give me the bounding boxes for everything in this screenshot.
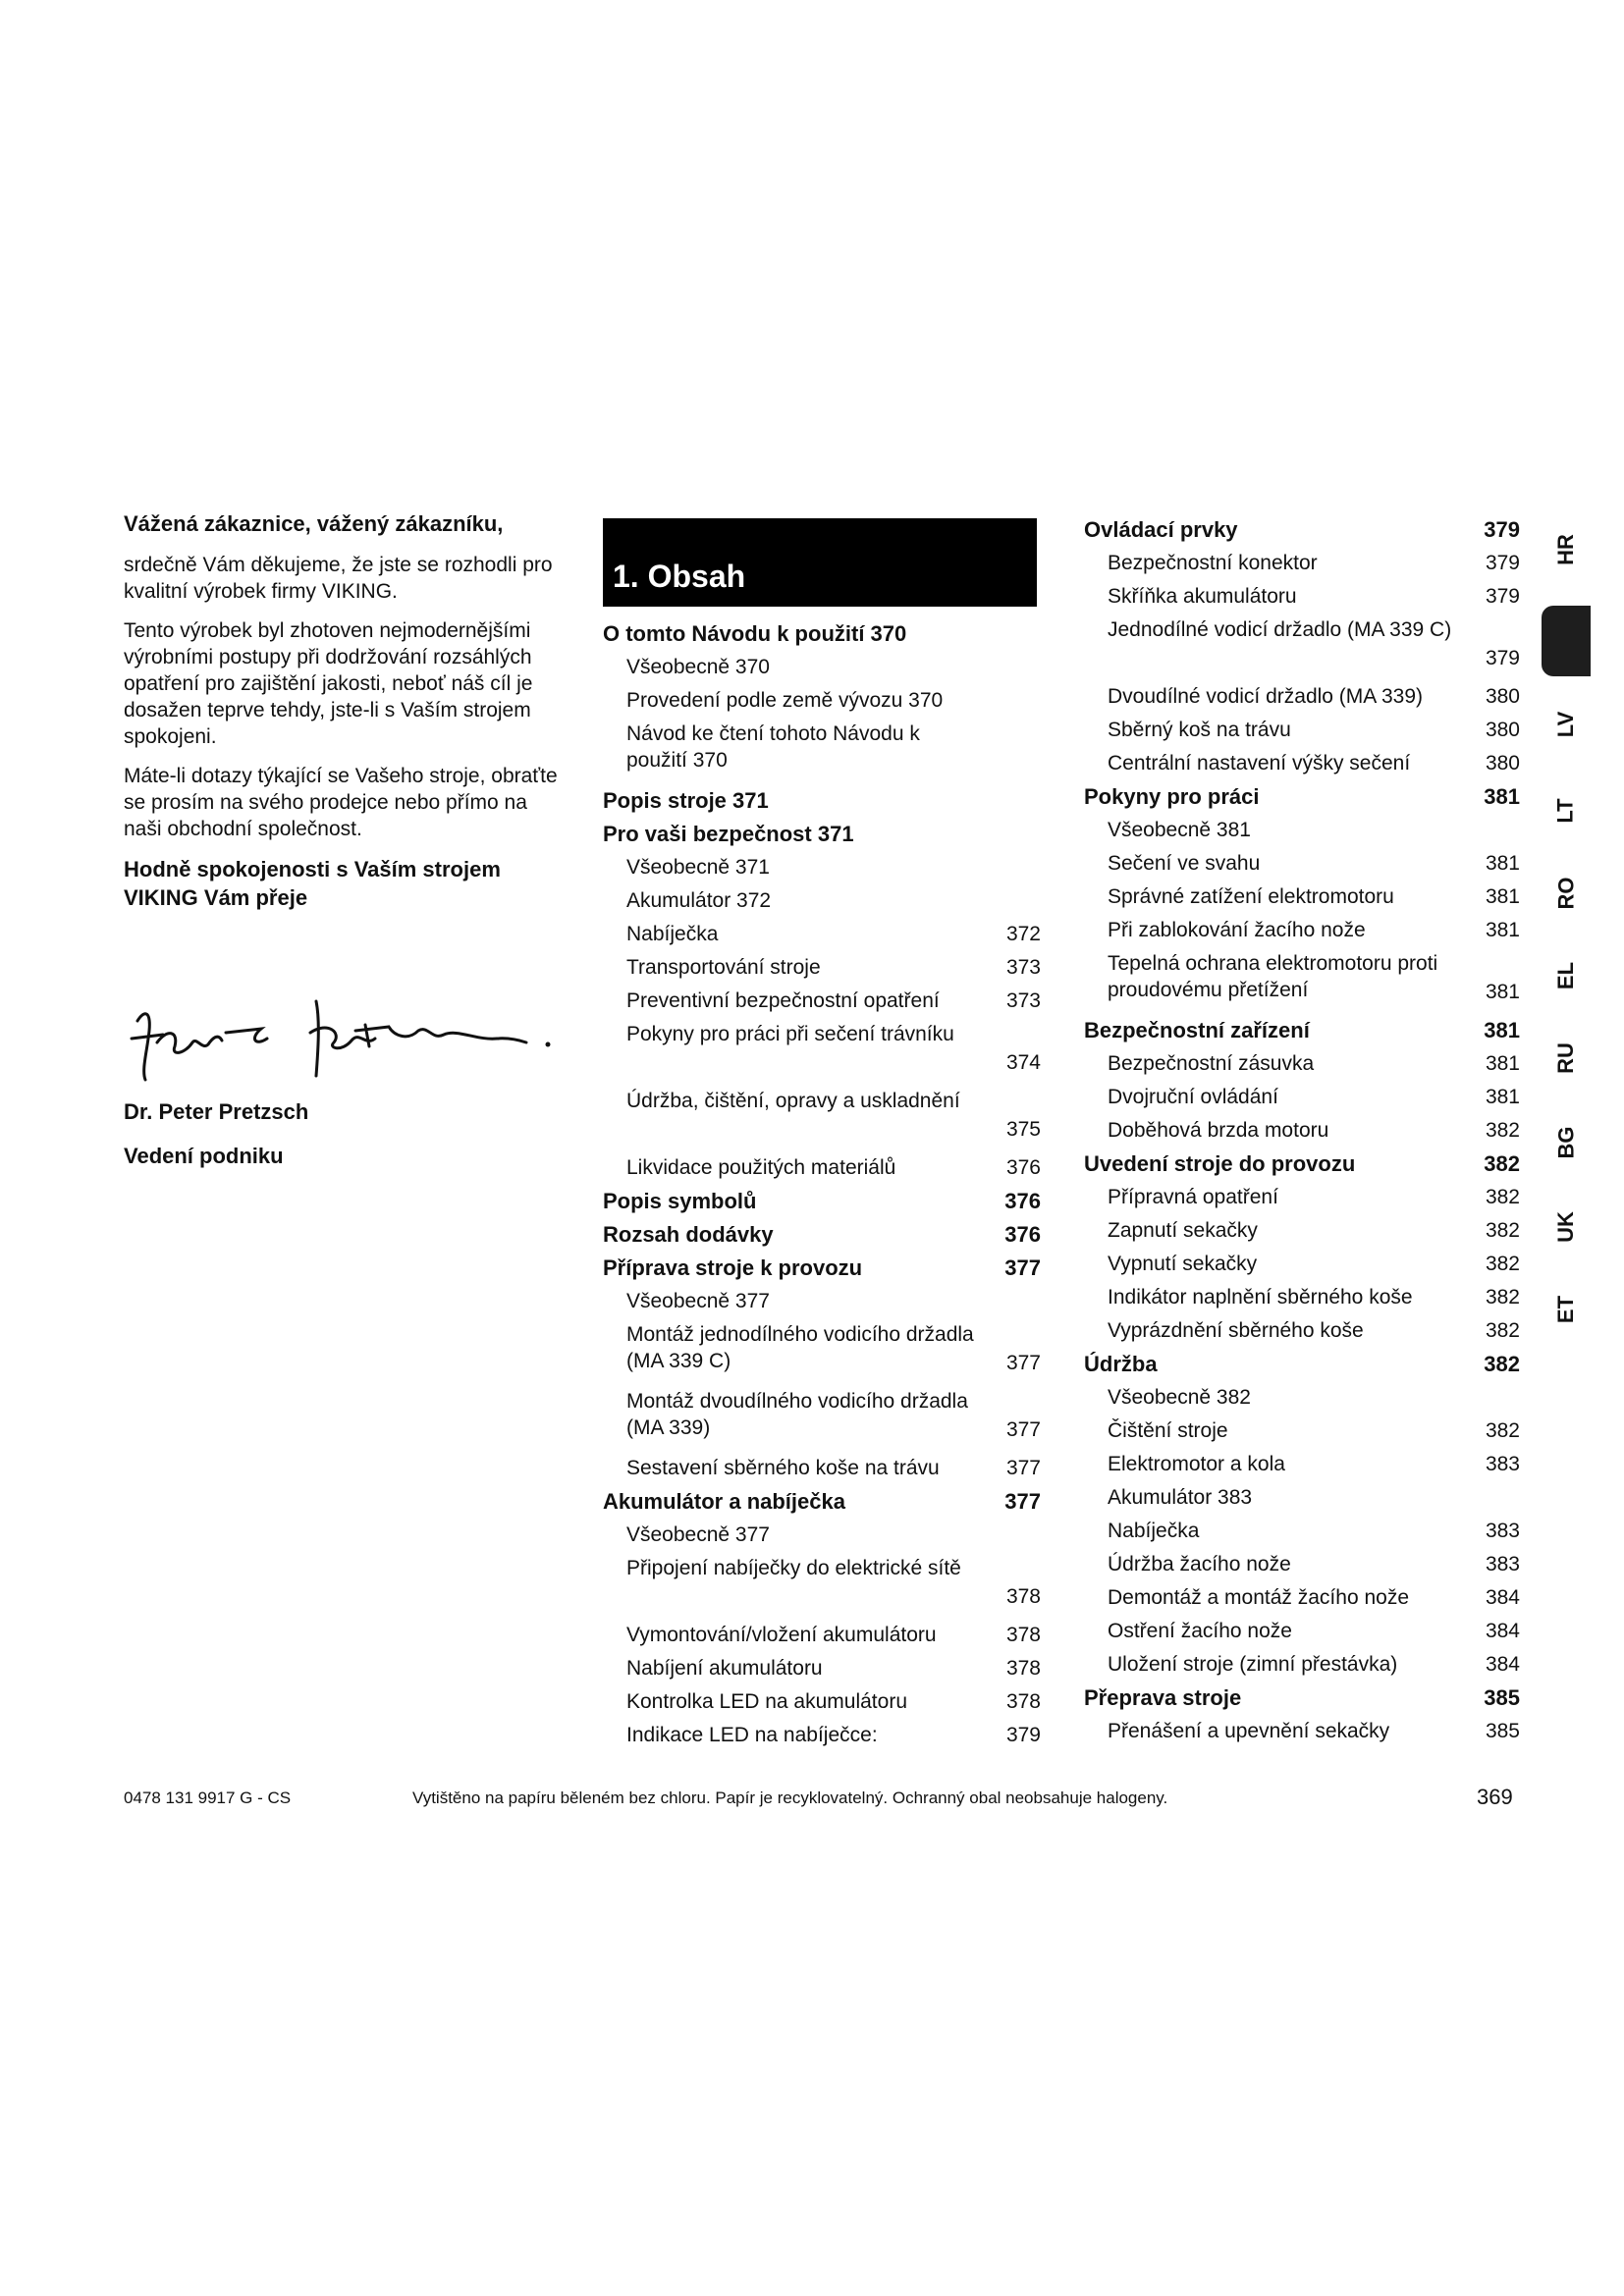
toc-entry-title: Elektromotor a kola bbox=[1108, 1453, 1285, 1475]
print-note: Vytištěno na papíru běleném bez chloru. Papír je recyklovatelný. Ochranný obal neobsahuje halogeny. bbox=[412, 1789, 1168, 1807]
toc-entry bbox=[1084, 883, 1520, 911]
toc-entry bbox=[1084, 950, 1520, 1005]
toc-entry-title: Přeprava stroje bbox=[1084, 1685, 1242, 1710]
language-tab-lv[interactable] bbox=[1542, 705, 1591, 744]
page-number: 369 bbox=[1477, 1785, 1513, 1809]
toc-entry-title: Sestavení sběrného koše na trávu bbox=[626, 1457, 940, 1479]
toc-entry-page: 382 bbox=[1485, 1419, 1520, 1442]
toc-entry-page: 380 bbox=[1485, 719, 1520, 741]
toc-entry bbox=[603, 620, 1041, 648]
letter-paragraph-1: srdečně Vám děkujeme, že jste se rozhodli pro kvalitní výrobek firmy VIKING. bbox=[124, 554, 553, 603]
toc-title-box bbox=[603, 518, 1037, 607]
toc-entry bbox=[1084, 1317, 1520, 1345]
toc-entry-title: O tomto Návodu k použití 370 bbox=[603, 621, 907, 646]
toc-entry-page: 373 bbox=[1005, 956, 1041, 979]
toc-entry-page: 382 bbox=[1485, 1286, 1520, 1308]
toc-entry-page: 384 bbox=[1485, 1620, 1520, 1642]
toc-entry-page: 383 bbox=[1485, 1520, 1520, 1542]
toc-entry bbox=[603, 1488, 1041, 1516]
toc-entry-title: Vyprázdnění sběrného koše bbox=[1108, 1319, 1364, 1342]
toc-entry-title: Přenášení a upevnění sekačky bbox=[1108, 1720, 1390, 1742]
toc-entry-title: Jednodílné vodicí držadlo (MA 339 C) bbox=[1108, 618, 1452, 641]
toc-entry-page: 382 bbox=[1485, 1253, 1520, 1275]
toc-entry bbox=[1084, 750, 1520, 777]
toc-entry bbox=[603, 821, 1041, 848]
toc-entry bbox=[603, 1622, 1041, 1649]
toc-entry bbox=[1084, 516, 1520, 544]
toc-entry-title: Popis symbolů bbox=[603, 1189, 757, 1213]
toc-entry-page: 380 bbox=[1485, 752, 1520, 774]
toc-entry bbox=[1084, 1618, 1520, 1645]
toc-entry bbox=[603, 1388, 1041, 1443]
toc-entry-title: Preventivní bezpečnostní opatření bbox=[626, 989, 940, 1012]
signature-title: Vedení podniku bbox=[124, 1144, 284, 1168]
language-tab-label: ET bbox=[1553, 1295, 1578, 1324]
toc-entry-title: Zapnutí sekačky bbox=[1108, 1219, 1258, 1242]
toc-entry-page: 377 bbox=[1004, 1255, 1041, 1280]
language-tab-hr[interactable] bbox=[1542, 530, 1591, 569]
toc-entry bbox=[603, 1455, 1041, 1482]
language-tab-label: UK bbox=[1553, 1211, 1578, 1243]
toc-entry-title: Sečení ve svahu bbox=[1108, 852, 1261, 875]
toc-entry-page: 381 bbox=[1485, 1086, 1520, 1108]
toc-entry-title: Uložení stroje (zimní přestávka) bbox=[1108, 1653, 1398, 1676]
toc-entry-page: 378 bbox=[1005, 1657, 1041, 1680]
toc-entry bbox=[603, 1188, 1041, 1215]
toc-entry-title: Všeobecně 382 bbox=[1108, 1386, 1251, 1409]
toc-entry bbox=[1084, 717, 1520, 744]
toc-entry-page: 383 bbox=[1485, 1553, 1520, 1575]
toc-entry-title: Transportování stroje bbox=[626, 956, 821, 979]
toc-entry-title: Ostření žacího nože bbox=[1108, 1620, 1292, 1642]
language-tab-label: LT bbox=[1553, 798, 1578, 824]
toc-entry-page: 380 bbox=[1485, 685, 1520, 708]
toc-entry-title: Příprava stroje k provozu bbox=[603, 1255, 863, 1280]
toc-entry-title: Nabíječka bbox=[1108, 1520, 1200, 1542]
toc-entry bbox=[603, 1088, 1041, 1143]
language-tab-label: BG bbox=[1553, 1126, 1578, 1159]
toc-entry-title: Pokyny pro práci při sečení trávníku bbox=[626, 1023, 954, 1045]
toc-entry bbox=[1084, 683, 1520, 711]
toc-entry bbox=[1084, 1117, 1520, 1145]
letter-greeting: Vážená zákaznice, vážený zákazníku, bbox=[124, 511, 504, 536]
toc-entry-page: 382 bbox=[1485, 1186, 1520, 1208]
active-language-tab bbox=[1542, 606, 1591, 676]
toc-entry bbox=[1084, 1150, 1520, 1178]
toc-entry bbox=[1084, 1451, 1520, 1478]
language-tab-label: LV bbox=[1552, 711, 1578, 738]
letter-paragraph-3: Máte-li dotazy týkající se Vašeho stroje, obraťte se prosím na svého prodejce nebo přímo na naši obchodní společnost. bbox=[124, 765, 558, 840]
toc-entry-title: Všeobecně 377 bbox=[626, 1523, 770, 1546]
toc-entry-page: 376 bbox=[1004, 1222, 1041, 1247]
toc-entry-page: 385 bbox=[1485, 1720, 1520, 1742]
toc-entry-title: Při zablokování žacího nože bbox=[1108, 919, 1366, 941]
toc-entry-title: Bezpečnostní zařízení bbox=[1084, 1018, 1310, 1042]
toc-entry bbox=[1084, 850, 1520, 878]
toc-entry bbox=[1084, 1384, 1520, 1412]
language-tab-et[interactable] bbox=[1542, 1290, 1591, 1329]
toc-entry-page: 382 bbox=[1485, 1319, 1520, 1342]
toc-entry bbox=[603, 1288, 1041, 1315]
toc-entry-title: Nabíječka bbox=[626, 923, 719, 945]
toc-entry-title: Provedení podle země vývozu 370 bbox=[626, 689, 944, 712]
toc-entry-page: 379 bbox=[1485, 585, 1520, 608]
toc-entry-title: Návod ke čtení tohoto Návodu k použití 370 bbox=[626, 722, 920, 772]
toc-entry-page: 381 bbox=[1485, 919, 1520, 941]
toc-entry bbox=[1084, 1417, 1520, 1445]
toc-entry-title: Údržba žacího nože bbox=[1108, 1553, 1291, 1575]
toc-entry bbox=[603, 654, 1041, 681]
toc-entry bbox=[603, 1688, 1041, 1716]
toc-entry-title: Údržba bbox=[1084, 1352, 1158, 1376]
toc-entry bbox=[1084, 1684, 1520, 1712]
toc-entry-title: Montáž jednodílného vodicího držadla (MA 339 C) bbox=[626, 1323, 974, 1372]
toc-entry-title: Likvidace použitých materiálů bbox=[626, 1156, 896, 1179]
toc-entry bbox=[603, 921, 1041, 948]
toc-entry-title: Všeobecně 377 bbox=[626, 1290, 770, 1312]
toc-entry bbox=[1084, 1718, 1520, 1745]
language-tab-bg[interactable] bbox=[1542, 1123, 1591, 1162]
toc-entry-page: 381 bbox=[1485, 1052, 1520, 1075]
toc-entry-title: Nabíjení akumulátoru bbox=[626, 1657, 823, 1680]
toc-entry bbox=[603, 1021, 1041, 1076]
toc-entry bbox=[603, 787, 1041, 815]
language-tab-label: EL bbox=[1553, 961, 1578, 990]
toc-entry-title: Bezpečnostní konektor bbox=[1108, 552, 1318, 574]
toc-entry-title: Akumulátor a nabíječka bbox=[603, 1489, 845, 1514]
toc-entry-title: Čištění stroje bbox=[1108, 1419, 1228, 1442]
toc-entry-title: Popis stroje 371 bbox=[603, 788, 769, 813]
toc-entry-page: 372 bbox=[1005, 923, 1041, 945]
toc-entry-page: 384 bbox=[1485, 1653, 1520, 1676]
toc-entry-page: 376 bbox=[1004, 1189, 1041, 1213]
toc-entry bbox=[1084, 783, 1520, 811]
toc-entry-page: 379 bbox=[1005, 1724, 1041, 1746]
toc-entry-page: 379 bbox=[1485, 552, 1520, 574]
toc-entry-title: Připojení nabíječky do elektrické sítě bbox=[626, 1557, 961, 1579]
toc-entry-page: 377 bbox=[1005, 1352, 1041, 1374]
toc-entry bbox=[603, 887, 1041, 915]
toc-entry-page: 381 bbox=[1484, 784, 1520, 809]
letter-paragraph-2: Tento výrobek byl zhotoven nejmodernějšími výrobními postupy při dodržování rozsáhlých opatření pro zajištění jakosti, neboť náš cíl je dosažen teprve tehdy, jste-li s Vaším strojem spokojeni. bbox=[124, 619, 533, 748]
toc-entry-title: Kontrolka LED na akumulátoru bbox=[626, 1690, 907, 1713]
toc-entry-title: Pokyny pro práci bbox=[1084, 784, 1260, 809]
letter-closing: Hodně spokojenosti s Vaším strojem VIKING Vám přeje bbox=[124, 857, 501, 910]
toc-entry-title: Pro vaši bezpečnost 371 bbox=[603, 822, 854, 846]
toc-entry bbox=[1084, 1518, 1520, 1545]
toc-entry-title: Skříňka akumulátoru bbox=[1108, 585, 1297, 608]
toc-entry-page: 374 bbox=[1005, 1051, 1041, 1074]
toc-entry bbox=[1084, 1251, 1520, 1278]
toc-entry-title: Ovládací prvky bbox=[1084, 517, 1238, 542]
toc-entry bbox=[1084, 1651, 1520, 1679]
toc-entry bbox=[1084, 1217, 1520, 1245]
toc-entry bbox=[603, 1255, 1041, 1282]
toc-entry-title: Údržba, čištění, opravy a uskladnění bbox=[626, 1090, 960, 1112]
language-tab-label: RO bbox=[1553, 877, 1578, 910]
toc-entry-title: Centrální nastavení výšky sečení bbox=[1108, 752, 1411, 774]
toc-entry bbox=[1084, 1484, 1520, 1512]
toc-entry-title: Tepelná ochrana elektromotoru proti proudovému přetížení bbox=[1108, 952, 1438, 1001]
toc-entry-page: 384 bbox=[1485, 1586, 1520, 1609]
toc-entry-page: 381 bbox=[1484, 1018, 1520, 1042]
toc-title: 1. Obsah bbox=[613, 559, 746, 594]
toc-entry-title: Všeobecně 381 bbox=[1108, 819, 1251, 841]
toc-entry bbox=[1084, 1551, 1520, 1578]
toc-entry bbox=[603, 721, 1041, 775]
toc-entry-page: 377 bbox=[1004, 1489, 1041, 1514]
toc-entry-title: Bezpečnostní zásuvka bbox=[1108, 1052, 1315, 1075]
toc-entry bbox=[603, 988, 1041, 1015]
toc-entry-title: Dvojruční ovládání bbox=[1108, 1086, 1278, 1108]
toc-entry-page: 381 bbox=[1485, 852, 1520, 875]
toc-entry-page: 376 bbox=[1005, 1156, 1041, 1179]
toc-entry-title: Vypnutí sekačky bbox=[1108, 1253, 1258, 1275]
toc-entry bbox=[1084, 817, 1520, 844]
toc-entry-title: Doběhová brzda motoru bbox=[1108, 1119, 1329, 1142]
language-tab-label: RU bbox=[1553, 1042, 1578, 1074]
toc-entry bbox=[603, 1555, 1041, 1610]
toc-entry-title: Správné zatížení elektromotoru bbox=[1108, 885, 1394, 908]
toc-entry-title: Všeobecně 370 bbox=[626, 656, 770, 678]
toc-entry-title: Akumulátor 383 bbox=[1108, 1486, 1253, 1509]
toc-entry bbox=[1084, 1184, 1520, 1211]
toc-entry-title: Demontáž a montáž žacího nože bbox=[1108, 1586, 1410, 1609]
toc-entry-title: Indikátor naplnění sběrného koše bbox=[1108, 1286, 1413, 1308]
toc-entry-page: 383 bbox=[1485, 1453, 1520, 1475]
toc-entry-page: 377 bbox=[1005, 1457, 1041, 1479]
toc-entry-title: Všeobecně 371 bbox=[626, 856, 770, 879]
toc-entry-page: 378 bbox=[1005, 1585, 1041, 1608]
toc-entry-page: 375 bbox=[1005, 1118, 1041, 1141]
toc-entry-title: Akumulátor 372 bbox=[626, 889, 772, 912]
toc-entry bbox=[603, 1655, 1041, 1682]
toc-entry bbox=[603, 1722, 1041, 1749]
toc-entry-title: Rozsah dodávky bbox=[603, 1222, 774, 1247]
toc-entry bbox=[1084, 1084, 1520, 1111]
toc-entry-page: 378 bbox=[1005, 1690, 1041, 1713]
toc-entry-title: Vymontování/vložení akumulátoru bbox=[626, 1624, 937, 1646]
toc-entry-page: 377 bbox=[1005, 1418, 1041, 1441]
toc-entry bbox=[1084, 616, 1520, 671]
toc-entry-page: 382 bbox=[1484, 1151, 1520, 1176]
toc-entry-page: 382 bbox=[1484, 1352, 1520, 1376]
toc-entry bbox=[1084, 1050, 1520, 1078]
toc-entry bbox=[603, 954, 1041, 982]
toc-entry-title: Montáž dvoudílného vodicího držadla (MA 339) bbox=[626, 1390, 968, 1439]
language-tab-lt[interactable] bbox=[1542, 791, 1591, 830]
toc-entry bbox=[1084, 550, 1520, 577]
toc-entry bbox=[603, 1154, 1041, 1182]
toc-entry bbox=[1084, 1017, 1520, 1044]
toc-entry bbox=[603, 687, 1041, 715]
toc-entry bbox=[1084, 1284, 1520, 1311]
toc-entry-page: 373 bbox=[1005, 989, 1041, 1012]
toc-entry-page: 381 bbox=[1485, 981, 1520, 1003]
toc-entry bbox=[603, 1522, 1041, 1549]
toc-entry bbox=[1084, 583, 1520, 611]
language-tab-ro[interactable] bbox=[1542, 874, 1591, 913]
toc-entry bbox=[603, 1321, 1041, 1376]
toc-entry bbox=[603, 1221, 1041, 1249]
handwritten-signature bbox=[124, 982, 556, 1090]
toc-entry-page: 379 bbox=[1484, 517, 1520, 542]
toc-entry-page: 381 bbox=[1485, 885, 1520, 908]
toc-entry-page: 378 bbox=[1005, 1624, 1041, 1646]
toc-entry-title: Indikace LED na nabíječce: bbox=[626, 1724, 878, 1746]
toc-entry-page: 385 bbox=[1484, 1685, 1520, 1710]
language-tab-el[interactable] bbox=[1542, 956, 1591, 995]
toc-entry bbox=[603, 854, 1041, 881]
language-tab-uk[interactable] bbox=[1542, 1207, 1591, 1247]
toc-entry-title: Sběrný koš na trávu bbox=[1108, 719, 1291, 741]
toc-entry bbox=[1084, 1584, 1520, 1612]
language-tab-ru[interactable] bbox=[1542, 1039, 1591, 1078]
toc-entry bbox=[1084, 1351, 1520, 1378]
toc-entry-page: 379 bbox=[1485, 647, 1520, 669]
toc-entry-page: 382 bbox=[1485, 1119, 1520, 1142]
toc-entry-title: Přípravná opatření bbox=[1108, 1186, 1278, 1208]
toc-entry-title: Uvedení stroje do provozu bbox=[1084, 1151, 1356, 1176]
toc-entry-title: Dvoudílné vodicí držadlo (MA 339) bbox=[1108, 685, 1423, 708]
welcome-letter bbox=[124, 510, 566, 912]
language-tab-label: HR bbox=[1553, 534, 1578, 565]
toc-entry bbox=[1084, 917, 1520, 944]
toc-entry-page: 382 bbox=[1485, 1219, 1520, 1242]
signature-name: Dr. Peter Pretzsch bbox=[124, 1099, 309, 1124]
document-code: 0478 131 9917 G - CS bbox=[124, 1789, 292, 1807]
